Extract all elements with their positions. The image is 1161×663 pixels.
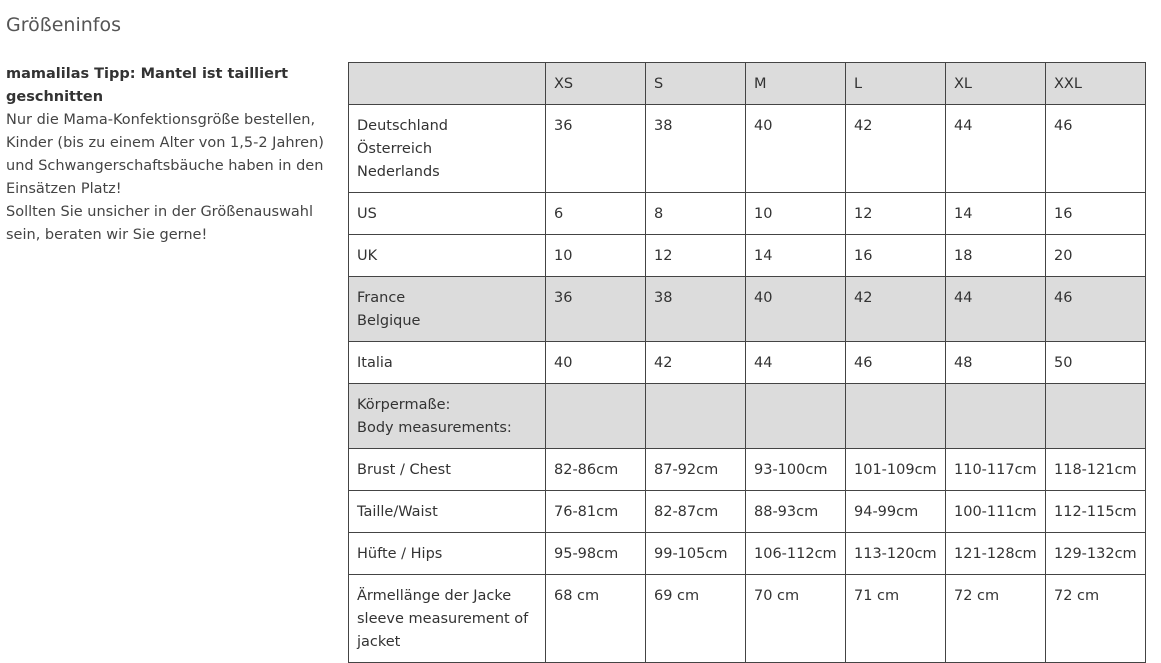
row-label-line: Belgique (357, 313, 421, 329)
size-value-cell: 36 (546, 105, 646, 193)
row-label (349, 193, 546, 235)
row-label-line: Deutschland (357, 118, 448, 134)
size-value-cell: 70 cm (746, 575, 846, 663)
size-header-xxl: XXL (1046, 63, 1146, 105)
row-label (349, 342, 546, 384)
size-value-cell (646, 384, 746, 449)
row-label (349, 384, 546, 449)
size-value-cell: 10 (746, 193, 846, 235)
size-header-xl: XL (946, 63, 1046, 105)
row-label-line: UK (357, 248, 378, 264)
table-row (349, 575, 1146, 663)
size-value-cell: 48 (946, 342, 1046, 384)
size-value-cell: 88-93cm (746, 491, 846, 533)
size-header-l: L (846, 63, 946, 105)
size-value-cell: 14 (746, 235, 846, 277)
size-value-cell (1046, 384, 1146, 449)
size-value-cell: 118-121cm (1046, 449, 1146, 491)
size-value-cell: 106-112cm (746, 533, 846, 575)
size-value-cell: 42 (846, 105, 946, 193)
row-label (349, 575, 546, 663)
table-row (349, 533, 1146, 575)
size-header-m: M (746, 63, 846, 105)
row-label-line: France (357, 290, 406, 306)
table-row (349, 491, 1146, 533)
size-header-s: S (646, 63, 746, 105)
size-value-cell: 20 (1046, 235, 1146, 277)
row-label (349, 277, 546, 342)
size-value-cell: 44 (946, 277, 1046, 342)
row-label (349, 491, 546, 533)
row-label (349, 235, 546, 277)
tip-text: Sollten Sie unsicher in der Größenauswahl sein, beraten wir Sie gerne! (6, 204, 314, 243)
tip-text: Nur die Mama-Konfektionsgröße bestellen, Kinder (bis zu einem Alter von 1,5-2 Jahren) und Schwangerschaftsbäuche haben in den Einsätzen Platz! (6, 112, 324, 197)
size-value-cell: 18 (946, 235, 1046, 277)
size-table-body (349, 105, 1146, 663)
size-value-cell: 8 (646, 193, 746, 235)
size-value-cell (746, 384, 846, 449)
size-value-cell: 82-86cm (546, 449, 646, 491)
size-value-cell: 100-111cm (946, 491, 1046, 533)
size-value-cell: 42 (646, 342, 746, 384)
table-row (349, 193, 1146, 235)
size-value-cell: 94-99cm (846, 491, 946, 533)
table-row (349, 235, 1146, 277)
table-row (349, 342, 1146, 384)
row-label-line: US (357, 206, 377, 222)
size-value-cell: 129-132cm (1046, 533, 1146, 575)
size-value-cell: 14 (946, 193, 1046, 235)
size-value-cell: 101-109cm (846, 449, 946, 491)
table-row (349, 449, 1146, 491)
size-tip (6, 63, 331, 247)
row-label-line: jacket (357, 634, 401, 650)
size-value-cell: 16 (846, 235, 946, 277)
table-row (349, 277, 1146, 342)
row-label (349, 105, 546, 193)
size-value-cell: 95-98cm (546, 533, 646, 575)
size-value-cell: 113-120cm (846, 533, 946, 575)
size-value-cell: 44 (946, 105, 1046, 193)
row-label-line: Italia (357, 355, 393, 371)
row-label-line: Taille/Waist (357, 504, 438, 520)
page-title: Größeninfos (6, 14, 121, 36)
size-value-cell: 76-81cm (546, 491, 646, 533)
size-value-cell: 42 (846, 277, 946, 342)
size-value-cell: 44 (746, 342, 846, 384)
size-value-cell: 46 (846, 342, 946, 384)
size-header-xs: XS (546, 63, 646, 105)
size-value-cell: 16 (1046, 193, 1146, 235)
size-value-cell: 99-105cm (646, 533, 746, 575)
size-value-cell: 121-128cm (946, 533, 1046, 575)
size-value-cell: 40 (746, 277, 846, 342)
size-value-cell: 110-117cm (946, 449, 1046, 491)
row-label-line: Österreich (357, 141, 433, 157)
size-value-cell (546, 384, 646, 449)
row-label-line: Körpermaße: (357, 397, 451, 413)
size-value-cell: 71 cm (846, 575, 946, 663)
size-value-cell: 46 (1046, 277, 1146, 342)
header-empty-cell (349, 63, 546, 105)
size-value-cell: 72 cm (1046, 575, 1146, 663)
row-label-line: Nederlands (357, 164, 440, 180)
size-value-cell: 38 (646, 277, 746, 342)
size-value-cell: 36 (546, 277, 646, 342)
size-value-cell: 68 cm (546, 575, 646, 663)
size-value-cell: 112-115cm (1046, 491, 1146, 533)
size-table (348, 62, 1146, 663)
size-value-cell: 40 (746, 105, 846, 193)
row-label-line: Hüfte / Hips (357, 546, 443, 562)
row-label-line: Brust / Chest (357, 462, 451, 478)
row-label-line: sleeve measurement of (357, 611, 529, 627)
size-value-cell: 50 (1046, 342, 1146, 384)
row-label (349, 533, 546, 575)
size-value-cell: 46 (1046, 105, 1146, 193)
size-value-cell: 12 (646, 235, 746, 277)
size-header-row (349, 63, 1146, 105)
size-value-cell: 6 (546, 193, 646, 235)
size-value-cell (946, 384, 1046, 449)
table-row (349, 105, 1146, 193)
tip-heading: mamalilas Tipp: Mantel ist tailliert geschnitten (6, 66, 289, 105)
size-value-cell: 10 (546, 235, 646, 277)
size-value-cell: 40 (546, 342, 646, 384)
row-label-line: Ärmellänge der Jacke (357, 588, 512, 604)
table-row (349, 384, 1146, 449)
size-value-cell: 82-87cm (646, 491, 746, 533)
size-value-cell: 93-100cm (746, 449, 846, 491)
size-value-cell: 12 (846, 193, 946, 235)
size-value-cell: 38 (646, 105, 746, 193)
size-value-cell: 69 cm (646, 575, 746, 663)
size-value-cell: 72 cm (946, 575, 1046, 663)
size-value-cell: 87-92cm (646, 449, 746, 491)
size-value-cell (846, 384, 946, 449)
row-label (349, 449, 546, 491)
row-label-line: Body measurements: (357, 420, 512, 436)
